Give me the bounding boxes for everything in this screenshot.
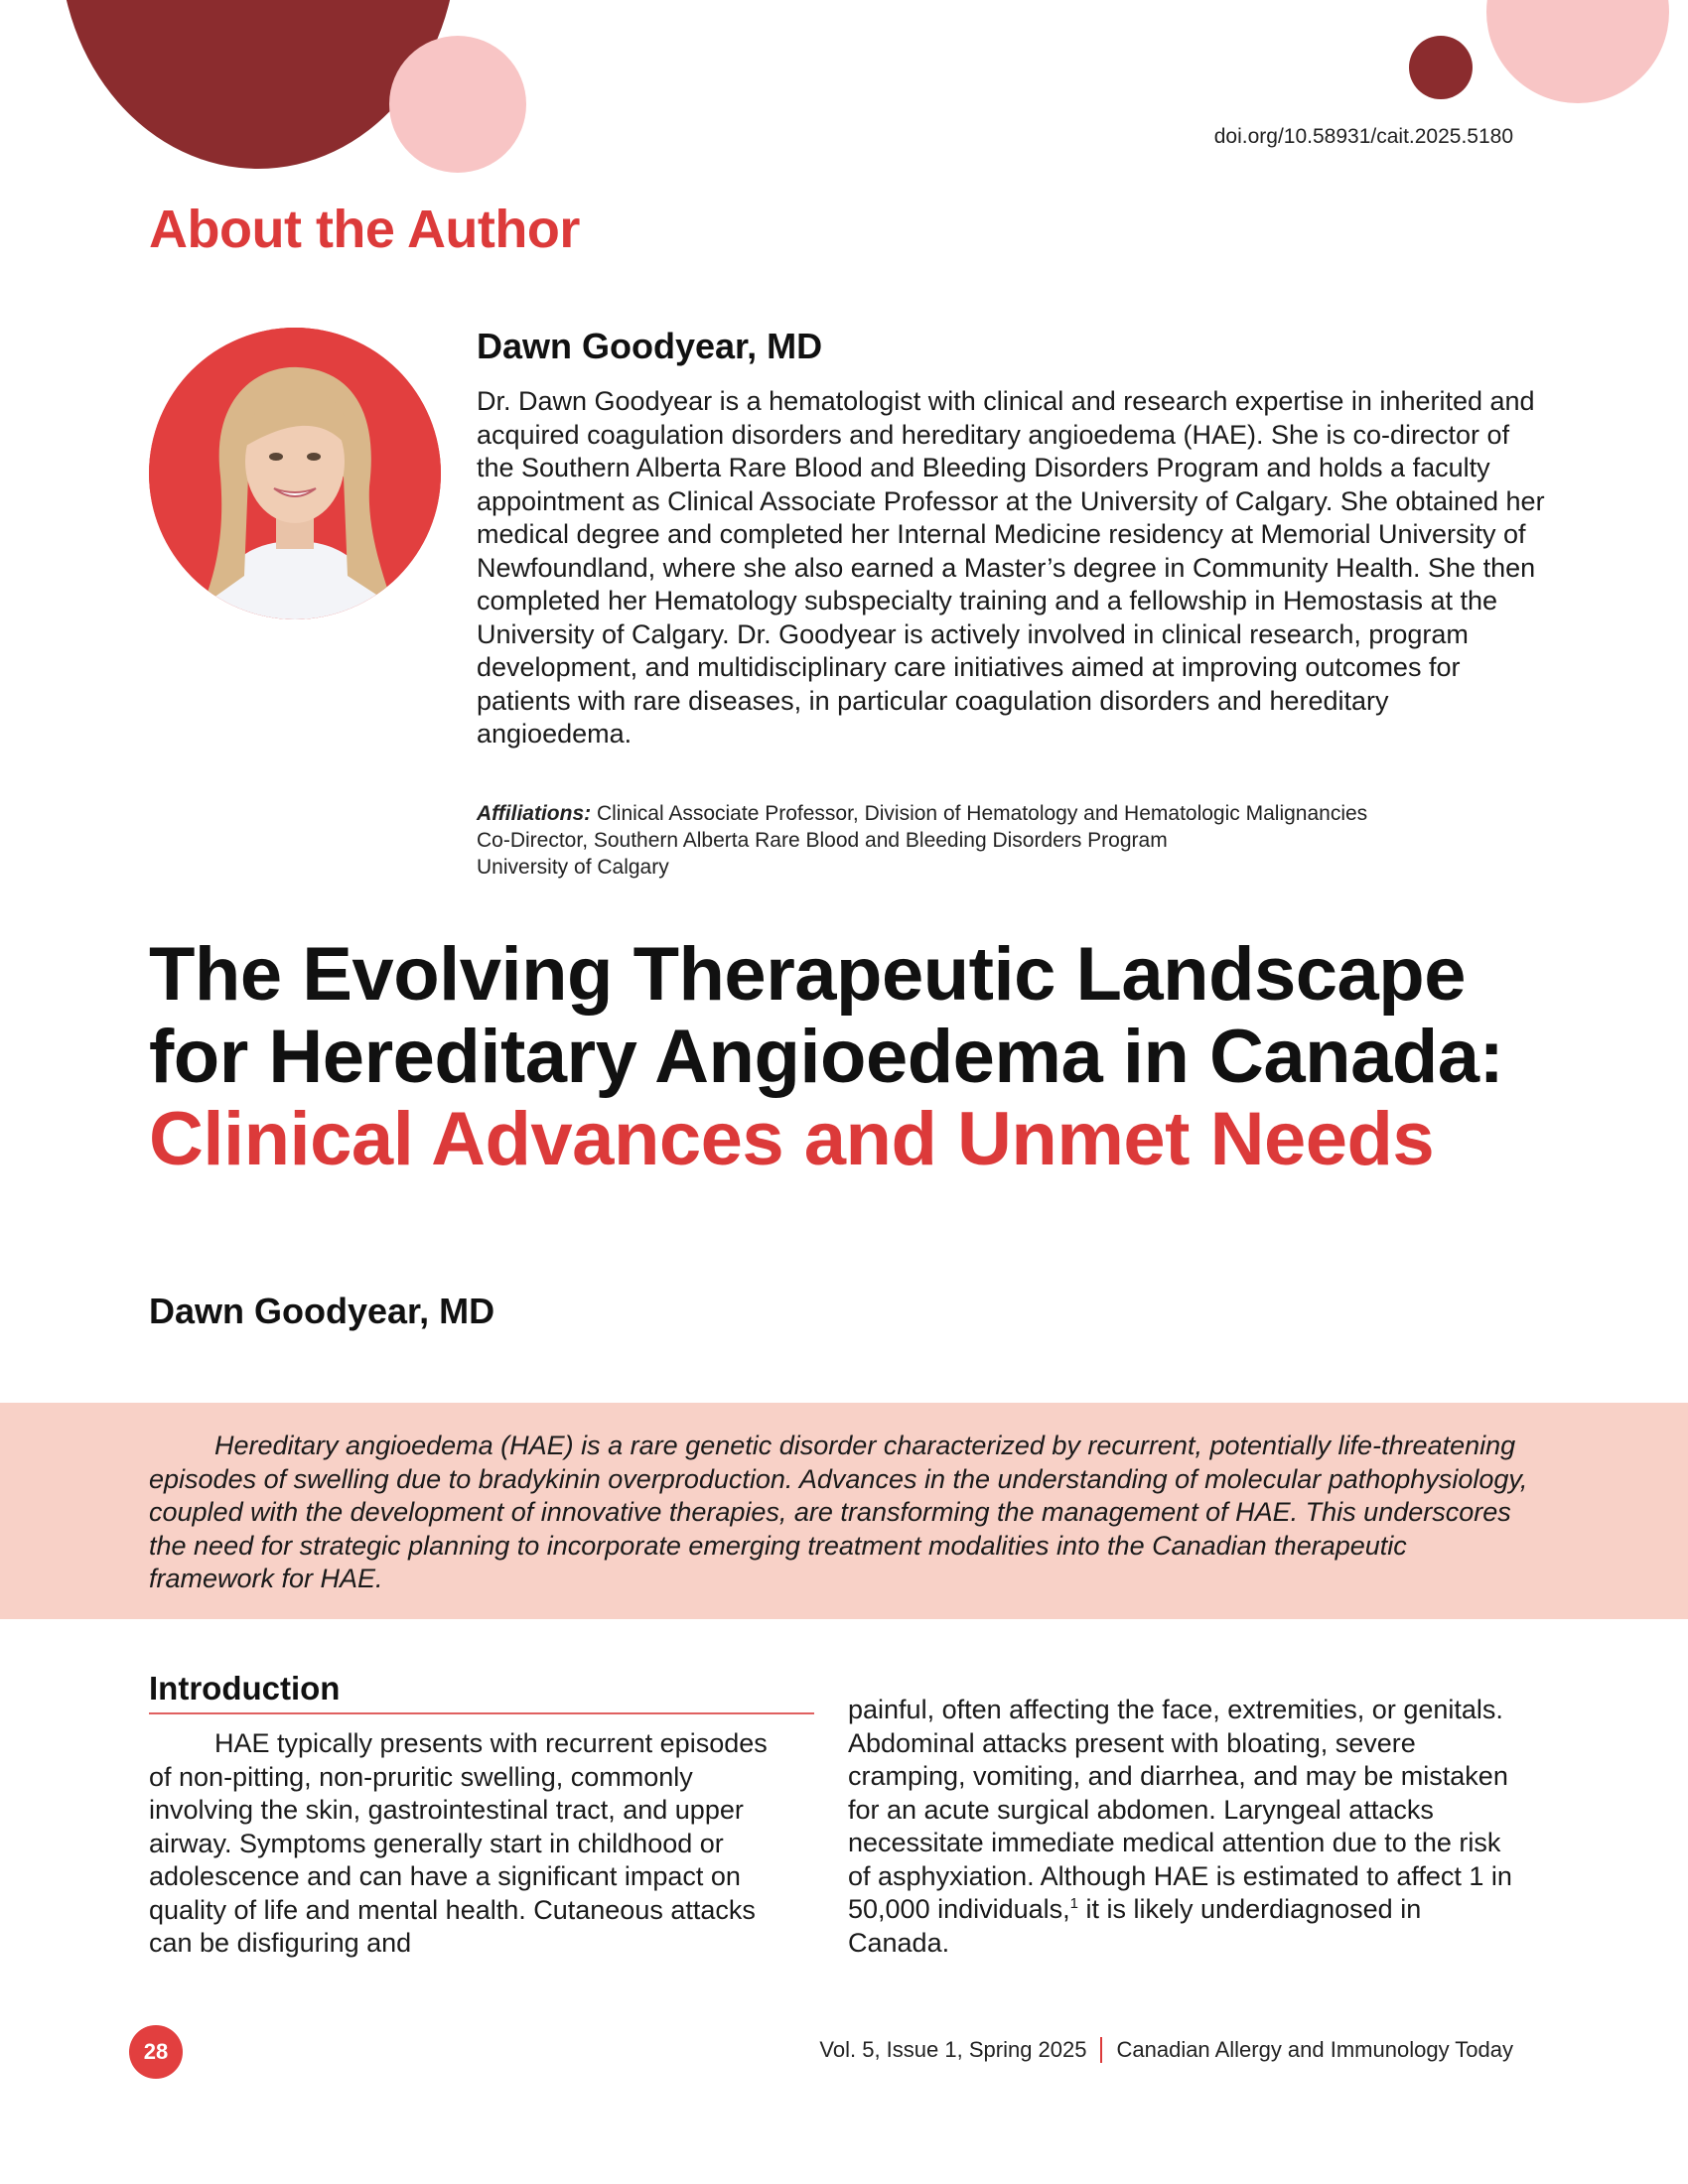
- footer-journal: Canadian Allergy and Immunology Today: [1116, 2037, 1513, 2062]
- author-portrait-illustration: [149, 328, 441, 619]
- author-affiliations: [477, 800, 1549, 881]
- footer-separator: [1100, 2037, 1102, 2063]
- article-byline: Dawn Goodyear, MD: [149, 1291, 495, 1331]
- article-title-red: Clinical Advances and Unmet Needs: [149, 1097, 1435, 1181]
- affiliations-label: Affiliations:: [477, 802, 592, 825]
- decor-circle-pink-large: [1486, 0, 1669, 103]
- affiliations-line-1: [477, 800, 1549, 827]
- author-photo: [149, 328, 441, 619]
- article-title: [149, 933, 1559, 1180]
- article-abstract: Hereditary angioedema (HAE) is a rare genetic disorder characterized by recurrent, potentially life-threatening episodes of swelling due to bradykinin overproduction. Advances in the understanding of molecular pathophysiology, coupled with the development of innovative therapies, are transforming the management of HAE. This underscores the need for strategic planning to incorporate emerging treatment modalities into the Canadian therapeutic framework for HAE.: [149, 1431, 1528, 1593]
- author-name: Dawn Goodyear, MD: [477, 326, 823, 366]
- intro-column-2-end: it is likely underdiagnosed in Canada.: [848, 1894, 1422, 1958]
- intro-column-2: [848, 1694, 1513, 1960]
- page-number-badge: 28: [129, 2025, 183, 2079]
- doi-link[interactable]: doi.org/10.58931/cait.2025.5180: [1213, 125, 1513, 148]
- affiliations-line-1-text: Clinical Associate Professor, Division of Hematology and Hematologic Malignancies: [596, 802, 1368, 825]
- decor-circle-maroon-small: [1409, 36, 1473, 99]
- introduction-heading: Introduction: [149, 1670, 341, 1706]
- affiliations-line-3: University of Calgary: [477, 856, 669, 879]
- decor-circle-pink-small: [389, 36, 526, 173]
- about-section-title: About the Author: [149, 200, 580, 259]
- intro-column-2-text: painful, often affecting the face, extremities, or genitals. Abdominal attacks present with bloating, severe cramping, vomiting, and diarrhea, and may be mistaken for an acute surgical abdomen. Laryngeal attacks necessitate immediate medical attention due to the risk of asphyxiation. Although HAE is estimated to affect 1 in 50,000 individuals,: [848, 1695, 1512, 1924]
- article-title-black: The Evolving Therapeutic Landscape for Hereditary Angioedema in Canada:: [149, 932, 1504, 1099]
- citation-1[interactable]: 1: [1069, 1895, 1079, 1912]
- author-bio: Dr. Dawn Goodyear is a hematologist with clinical and research expertise in inherited and acquired coagulation disorders and hereditary angioedema (HAE). She is co-director of the Southern Alberta Rare Blood and Bleeding Disorders Program and holds a faculty appointment as Clinical Associate Professor at the University of Calgary. She obtained her medical degree and completed her Internal Medicine residency at Memorial University of Newfoundland, where she also earned a Master’s degree in Community Health. She then completed her Hematology subspecialty training and a fellowship in Hemostasis at the University of Calgary. Dr. Goodyear is actively involved in clinical research, program development, and multidisciplinary care initiatives aimed at improving outcomes for patients with rare diseases, in particular coagulation disorders and hereditary angioedema.: [477, 386, 1545, 749]
- affiliations-line-2: Co-Director, Southern Alberta Rare Blood and Bleeding Disorders Program: [477, 829, 1168, 852]
- footer: [819, 2037, 1513, 2063]
- intro-column-1: HAE typically presents with recurrent episodes of non-pitting, non-pruritic swelling, commonly involving the skin, gastrointestinal tract, and upper airway. Symptoms generally start in childhood or adolescence and can have a significant impact on quality of life and mental health. Cutaneous attacks can be disfiguring and: [149, 1728, 768, 1958]
- footer-issue: Vol. 5, Issue 1, Spring 2025: [819, 2037, 1087, 2062]
- introduction-divider: [149, 1712, 814, 1714]
